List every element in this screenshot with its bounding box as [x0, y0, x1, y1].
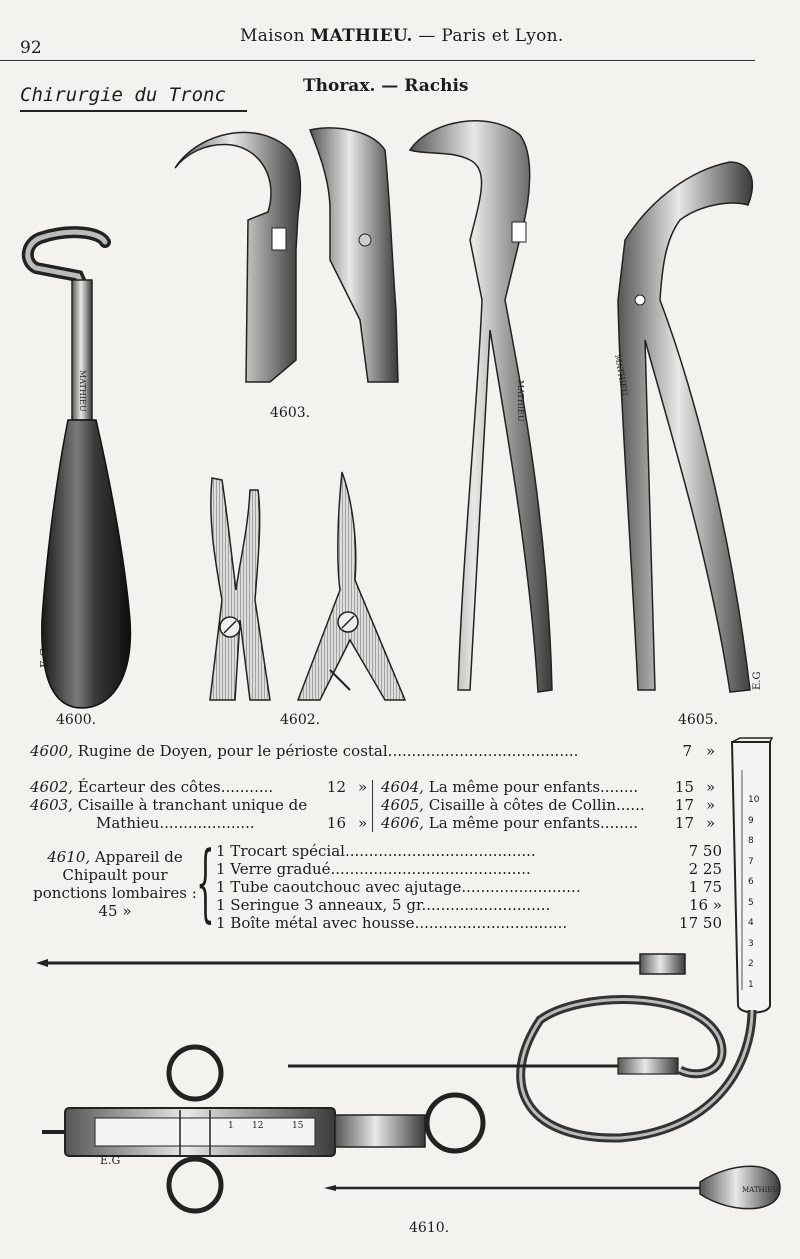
component-price: 17 50	[679, 914, 722, 932]
syringe-scale-1: 1	[228, 1121, 234, 1131]
header-prefix: Maison	[240, 26, 305, 46]
cisaille-brand-mark: MATHIEU	[613, 353, 630, 397]
figure-label-4610: 4610.	[409, 1220, 450, 1236]
ecarteur-closed-drawing	[210, 478, 270, 700]
item-number: 4602,	[30, 778, 73, 796]
brace: {	[196, 833, 215, 931]
glass-mark: 2	[748, 959, 754, 969]
component-prices	[650, 842, 722, 932]
apparatus-4610	[30, 848, 200, 920]
header-brand: MATHIEU.	[310, 26, 413, 46]
glass-mark: 6	[748, 877, 754, 887]
cisaille-signature: E.G	[752, 671, 763, 690]
stylet-drawing	[324, 1166, 780, 1208]
glass-mark: 1	[748, 979, 754, 990]
leader-dots: ......	[616, 796, 645, 814]
apparatus-unit: »	[122, 902, 132, 920]
item-unit: »	[706, 814, 716, 832]
rugine-doyen-drawing	[28, 232, 131, 708]
item-unit: »	[706, 742, 716, 760]
apparatus-line: ponctions lombaires :	[33, 884, 197, 902]
figure-label-4602: 4602.	[280, 712, 321, 728]
item-description: Cisaille à côtes de Collin	[428, 796, 617, 814]
column-divider	[372, 780, 373, 832]
graduated-glass-scale	[748, 790, 759, 995]
glass-mark: 5	[748, 897, 754, 908]
figure-label-4605: 4605.	[678, 712, 719, 728]
item-price: 12	[326, 778, 346, 796]
component-price: 16 »	[688, 896, 722, 914]
item-price: 7	[682, 742, 692, 760]
syringe-scale-12: 12	[252, 1121, 264, 1131]
item-number: 4604,	[381, 778, 424, 796]
apparatus-title: Appareil de	[94, 848, 183, 866]
item-price: 15	[674, 778, 694, 796]
item-price: 17	[674, 796, 694, 814]
item-unit: »	[706, 778, 716, 796]
item-unit: »	[358, 778, 368, 796]
header-suffix: — Paris et Lyon.	[418, 26, 564, 46]
trocart-drawing	[36, 954, 685, 974]
item-4603	[30, 796, 307, 814]
item-number: 4600,	[30, 742, 73, 760]
leader-dots: ........	[600, 778, 639, 796]
glass-mark: 7	[748, 856, 754, 867]
item-4605	[381, 796, 645, 814]
item-4603-continuation	[96, 814, 255, 832]
section-title: Chirurgie du Tronc	[20, 84, 226, 106]
apparatus-line	[30, 848, 200, 866]
component-item	[216, 896, 581, 914]
leader-dots: ........................................	[387, 742, 579, 760]
component-price: 1 75	[688, 878, 722, 896]
needle-drawing	[288, 1058, 678, 1074]
apparatus-line: Chipault pour	[62, 866, 168, 884]
glass-mark: 8	[748, 836, 754, 846]
component-item	[216, 860, 581, 878]
rugine-brand-mark: MATHIEU	[78, 370, 87, 412]
leader-dots: ........	[600, 814, 639, 832]
item-description: La même pour enfants	[428, 778, 601, 796]
rugine-signature: E.G	[38, 647, 51, 668]
apparatus-price: 45	[98, 902, 118, 920]
leader-dots: ...........	[220, 778, 274, 796]
leader-dots: .........................	[461, 878, 581, 896]
section-subtitle: Thorax. — Rachis	[303, 76, 469, 96]
item-number: 4606,	[381, 814, 424, 832]
component-item	[216, 842, 581, 860]
item-price: 17	[674, 814, 694, 832]
syringe-signature: E.G	[100, 1154, 121, 1167]
item-description: Cisaille à tranchant unique de	[77, 796, 308, 814]
component-label: 1 Boîte métal avec housse	[216, 914, 415, 932]
ecarteur-open-drawing	[298, 472, 405, 700]
item-price: 16	[326, 814, 346, 832]
item-description: Écarteur des côtes	[77, 778, 221, 796]
item-4600	[30, 742, 578, 760]
component-label: 1 Tube caoutchouc avec ajutage	[216, 878, 462, 896]
component-list	[216, 842, 581, 932]
item-number: 4605,	[381, 796, 424, 814]
component-item	[216, 878, 581, 896]
component-item	[216, 914, 581, 932]
cisaille-enfants-drawing	[410, 121, 552, 692]
component-label: 1 Trocart spécial	[216, 842, 345, 860]
pince-brand-mark: MATHIEU	[516, 380, 525, 422]
apparatus-price-line	[30, 902, 200, 920]
page-number: 92	[20, 38, 42, 58]
leader-dots: ................................	[414, 914, 568, 932]
cisaille-blade-left-drawing	[175, 132, 300, 382]
glass-mark: 10	[748, 795, 760, 805]
item-description: Mathieu	[96, 814, 160, 832]
leader-dots: ....................	[159, 814, 255, 832]
item-description: La même pour enfants	[428, 814, 601, 832]
component-price: 2 25	[688, 860, 722, 878]
leader-dots: ........................................	[344, 842, 536, 860]
component-price: 7 50	[688, 842, 722, 860]
syringe-scale-15: 15	[292, 1121, 304, 1131]
stylet-brand-mark: MATHIEU	[742, 1186, 779, 1194]
item-4602	[30, 778, 273, 796]
item-unit: »	[706, 796, 716, 814]
figure-label-4603: 4603.	[270, 405, 311, 421]
item-number: 4610,	[47, 848, 91, 866]
leader-dots: ..........................................	[330, 860, 531, 878]
figure-label-4600: 4600.	[56, 712, 97, 728]
component-label: 1 Seringue 3 anneaux, 5 gr	[216, 896, 422, 914]
cisaille-collin-drawing	[613, 162, 752, 692]
item-4604	[381, 778, 638, 796]
component-label: 1 Verre gradué	[216, 860, 331, 878]
item-description: Rugine de Doyen, pour le périoste costal	[77, 742, 388, 760]
glass-mark: 9	[748, 815, 754, 826]
cisaille-blade-right-drawing	[310, 128, 398, 382]
item-unit: »	[358, 814, 368, 832]
item-4606	[381, 814, 638, 832]
glass-mark: 4	[748, 918, 754, 928]
leader-dots: ...........................	[421, 896, 551, 914]
glass-mark: 3	[748, 938, 754, 949]
item-number: 4603,	[30, 796, 73, 814]
